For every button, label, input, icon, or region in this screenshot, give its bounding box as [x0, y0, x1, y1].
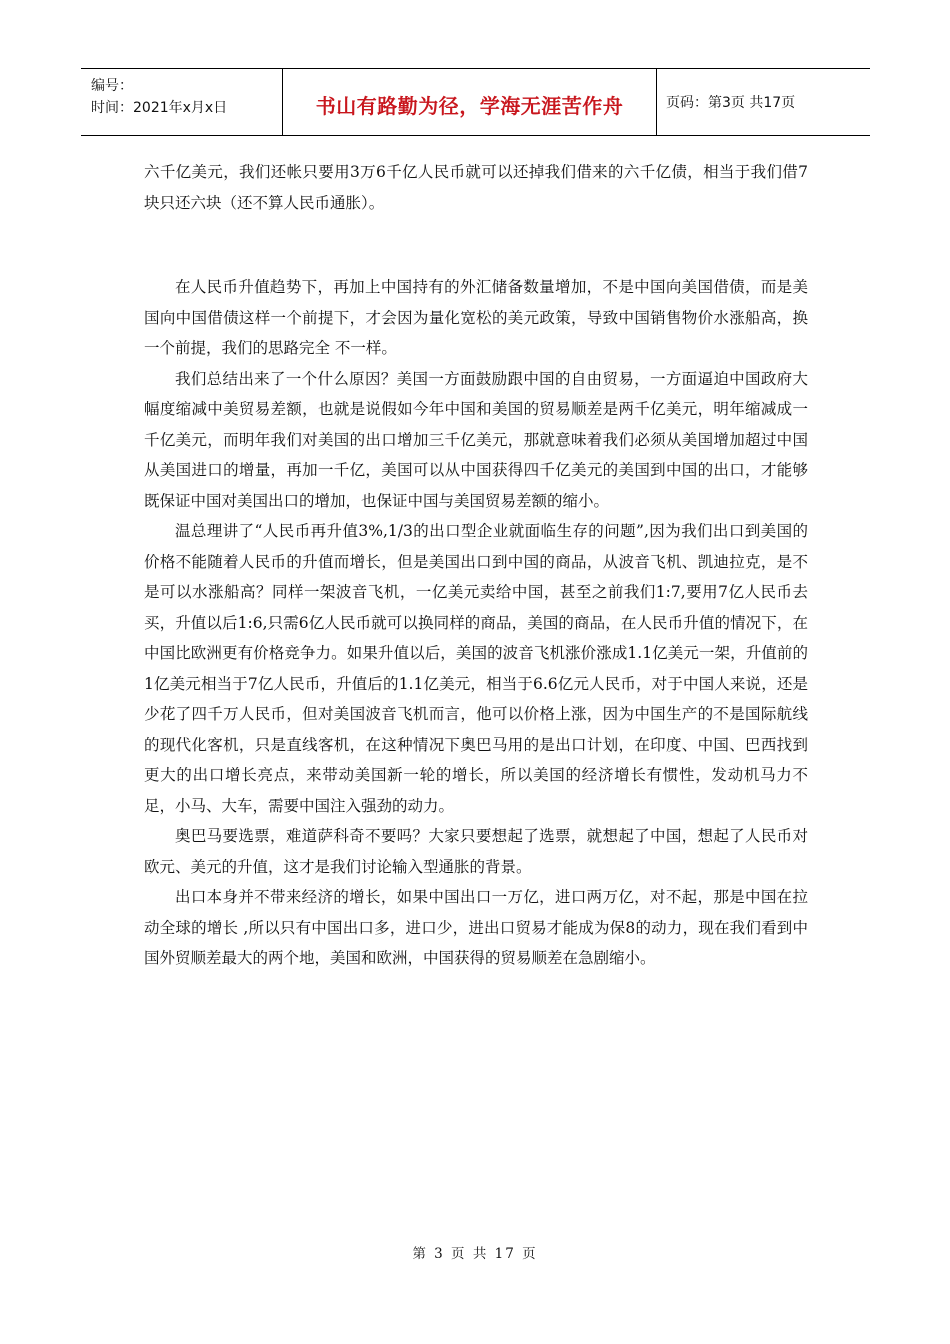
header-motto: 书山有路勤为径，学海无涯苦作舟: [315, 93, 624, 118]
header-motto-cell: [282, 69, 657, 135]
body-paragraph: 出口本身并不带来经济的增长，如果中国出口一万亿，进口两万亿，对不起，那是中国在拉动全球的增长 ,所以只有中国出口多，进口少，进出口贸易才能成为保8的动力，现在我们看到中国外贸顺差最大的两个地，美国和欧洲，中国获得的贸易顺差在急剧缩小。: [144, 888, 808, 967]
header-page-number: 页码：第3页 共17页: [666, 95, 796, 111]
body-paragraph: 奥巴马要选票，难道萨科奇不要吗？大家只要想起了选票，就想起了中国，想起了人民币对欧元、美元的升值，这才是我们讨论输入型通胀的背景。: [144, 827, 808, 876]
page-footer: 第 3 页 共 17 页: [412, 1246, 538, 1262]
body-paragraph: 温总理讲了“人民币再升值3%,1/3的出口型企业就面临生存的问题”,因为我们出口到美国的价格不能随着人民币的升值而增长，但是美国出口到中国的商品，从波音飞机、凯迪拉克，是不是可以水涨船高？同样一架波音飞机，一亿美元卖给中国，甚至之前我们1:7,要用7亿人民币去买，升值以后1:6,只需6亿人民币就可以换同样的商品，美国的商品，在人民币升值的情况下，在中国比欧洲更有价格竞争力。如果升值以后，美国的波音飞机涨价涨成1.1亿美元一架，升值前的1亿美元相当于7亿人民币，升值后的1.1亿美元，相当于6.6亿元人民币，对于中国人来说，还是少花了四千万人民币，但对美国波音飞机而言，他可以价格上涨，因为中国生产的不是国际航线的现代化客机，只是直线客机，在这种情况下奥巴马用的是出口计划，在印度、中国、巴西找到更大的出口增长亮点，来带动美国新一轮的增长，所以美国的经济增长有惯性，发动机马力不足，小马、大车，需要中国注入强劲的动力。: [144, 522, 808, 815]
body-paragraph: 我们总结出来了一个什么原因？美国一方面鼓励跟中国的自由贸易，一方面逼迫中国政府大幅度缩减中美贸易差额，也就是说假如今年中国和美国的贸易顺差是两千亿美元，明年缩减成一千亿美元，而明年我们对美国的出口增加三千亿美元，那就意味着我们必须从美国增加超过中国从美国进口的增量，再加一千亿，美国可以从中国获得四千亿美元的美国到中国的出口，才能够既保证中国对美国出口的增加，也保证中国与美国贸易差额的缩小。: [144, 369, 808, 510]
body-paragraph: 在人民币升值趋势下，再加上中国持有的外汇储备数量增加，不是中国向美国借债，而是美国向中国借债这样一个前提下，才会因为量化宽松的美元政策，导致中国销售物价水涨船高，换一个前提，我们的思路完全 不一样。: [144, 278, 808, 357]
paragraph-spacer: [144, 218, 808, 272]
document-body: [144, 157, 808, 974]
document-date: 时间：2021年x月x日: [91, 100, 228, 116]
header-page-cell: [657, 69, 870, 135]
page-header: [81, 68, 870, 136]
header-meta: [81, 69, 282, 135]
document-number-label: 编号：: [91, 78, 133, 94]
body-paragraph: 六千亿美元，我们还帐只要用3万6千亿人民币就可以还掉我们借来的六千亿债，相当于我们借7块只还六块（还不算人民币通胀）。: [144, 163, 808, 212]
